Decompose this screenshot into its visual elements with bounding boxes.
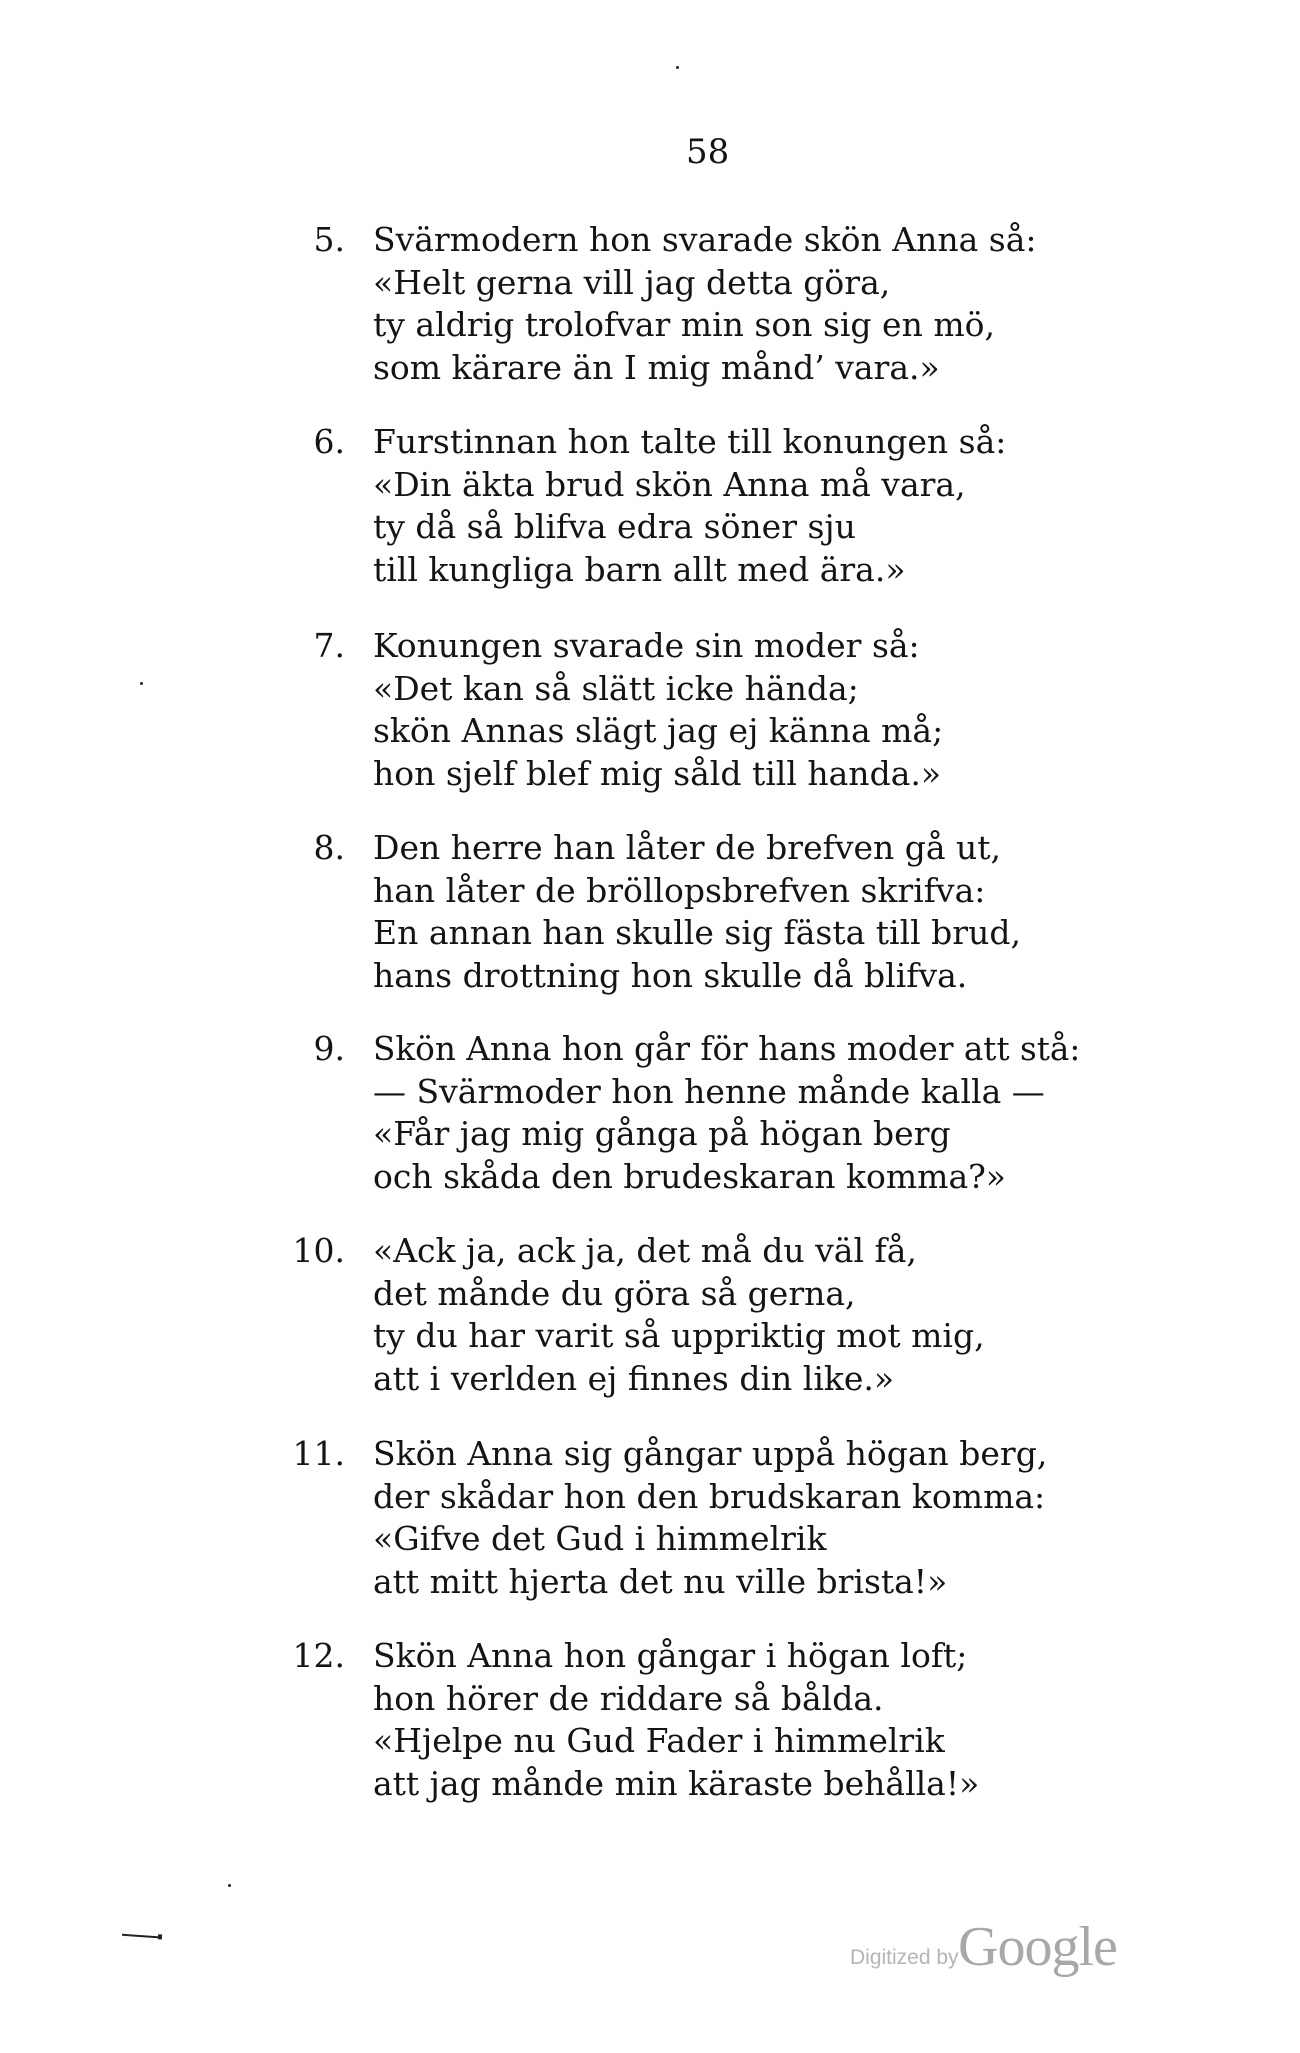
speck (228, 1884, 231, 1887)
verse-line: der skådar hon den brudskaran komma: (373, 1476, 1046, 1516)
verse-line: «Din äkta brud skön Anna må vara, (373, 464, 966, 504)
verse-line: «Gifve det Gud i himmelrik (373, 1519, 827, 1558)
stanza-number: 7. (313, 626, 345, 665)
verse-line: Den herre han låter de brefven gå ut, (373, 828, 1002, 867)
ink-mark (122, 1934, 158, 1939)
stanza-number: 9. (313, 1029, 345, 1068)
digitized-label: Digitized by (850, 1946, 959, 1969)
verse-line: han låter de bröllopsbrefven skrifva: (373, 870, 986, 910)
verse-line: Skön Anna hon går för hans moder att stå: (373, 1029, 1081, 1068)
page-number: 58 (686, 132, 730, 172)
verse-line: En annan han skulle sig fästa till brud, (373, 913, 1021, 952)
verse-line: «Får jag mig gånga på högan berg (373, 1114, 951, 1153)
stanza-number: 10. (292, 1231, 345, 1270)
stanza-number: 12. (292, 1636, 345, 1675)
verse-line: att i verlden ej finnes din like.» (373, 1358, 895, 1398)
verse-line: ty då så blifva edra söner sju (373, 507, 856, 546)
verse-line: och skåda den brudeskaran komma?» (373, 1156, 1006, 1196)
verse-line: att mitt hjerta det nu ville brista!» (373, 1561, 948, 1601)
speck (676, 66, 679, 69)
stanza-number: 11. (292, 1434, 345, 1473)
verse-line: Skön Anna sig gångar uppå högan berg, (373, 1434, 1048, 1473)
speck (140, 682, 143, 685)
verse-line: hans drottning hon skulle då blifva. (373, 955, 968, 995)
stanza-number: 5. (313, 220, 345, 259)
verse-line: som kärare än I mig månd’ vara.» (373, 347, 940, 387)
verse-line: «Ack ja, ack ja, det må du väl få, (373, 1231, 917, 1270)
verse-line: — Svärmoder hon henne månde kalla — (373, 1071, 1045, 1111)
verse-line: till kungliga barn allt med ära.» (373, 549, 906, 589)
verse-line: det månde du göra så gerna, (373, 1273, 856, 1313)
verse-line: hon hörer de riddare så bålda. (373, 1678, 884, 1718)
verse-line: «Hjelpe nu Gud Fader i himmelrik (373, 1721, 945, 1760)
verse-line: hon sjelf blef mig såld till handa.» (373, 753, 942, 793)
verse-line: Svärmodern hon svarade skön Anna så: (373, 220, 1037, 259)
verse-line: Furstinnan hon talte till konungen så: (373, 422, 1007, 461)
verse-line: «Det kan så slätt icke hända; (373, 668, 859, 708)
google-logo: Google (958, 1916, 1117, 1978)
verse-line: att jag månde min käraste behålla!» (373, 1763, 980, 1803)
verse-line: skön Annas slägt jag ej känna må; (373, 711, 944, 750)
verse-line: ty du har varit så uppriktig mot mig, (373, 1316, 985, 1355)
verse-line: «Helt gerna vill jag detta göra, (373, 262, 891, 302)
verse-line: ty aldrig trolofvar min son sig en mö, (373, 305, 995, 344)
stanza-number: 8. (313, 828, 345, 867)
stanza-number: 6. (313, 422, 345, 461)
verse-line: Skön Anna hon gångar i högan loft; (373, 1636, 968, 1675)
verse-line: Konungen svarade sin moder så: (373, 626, 920, 665)
